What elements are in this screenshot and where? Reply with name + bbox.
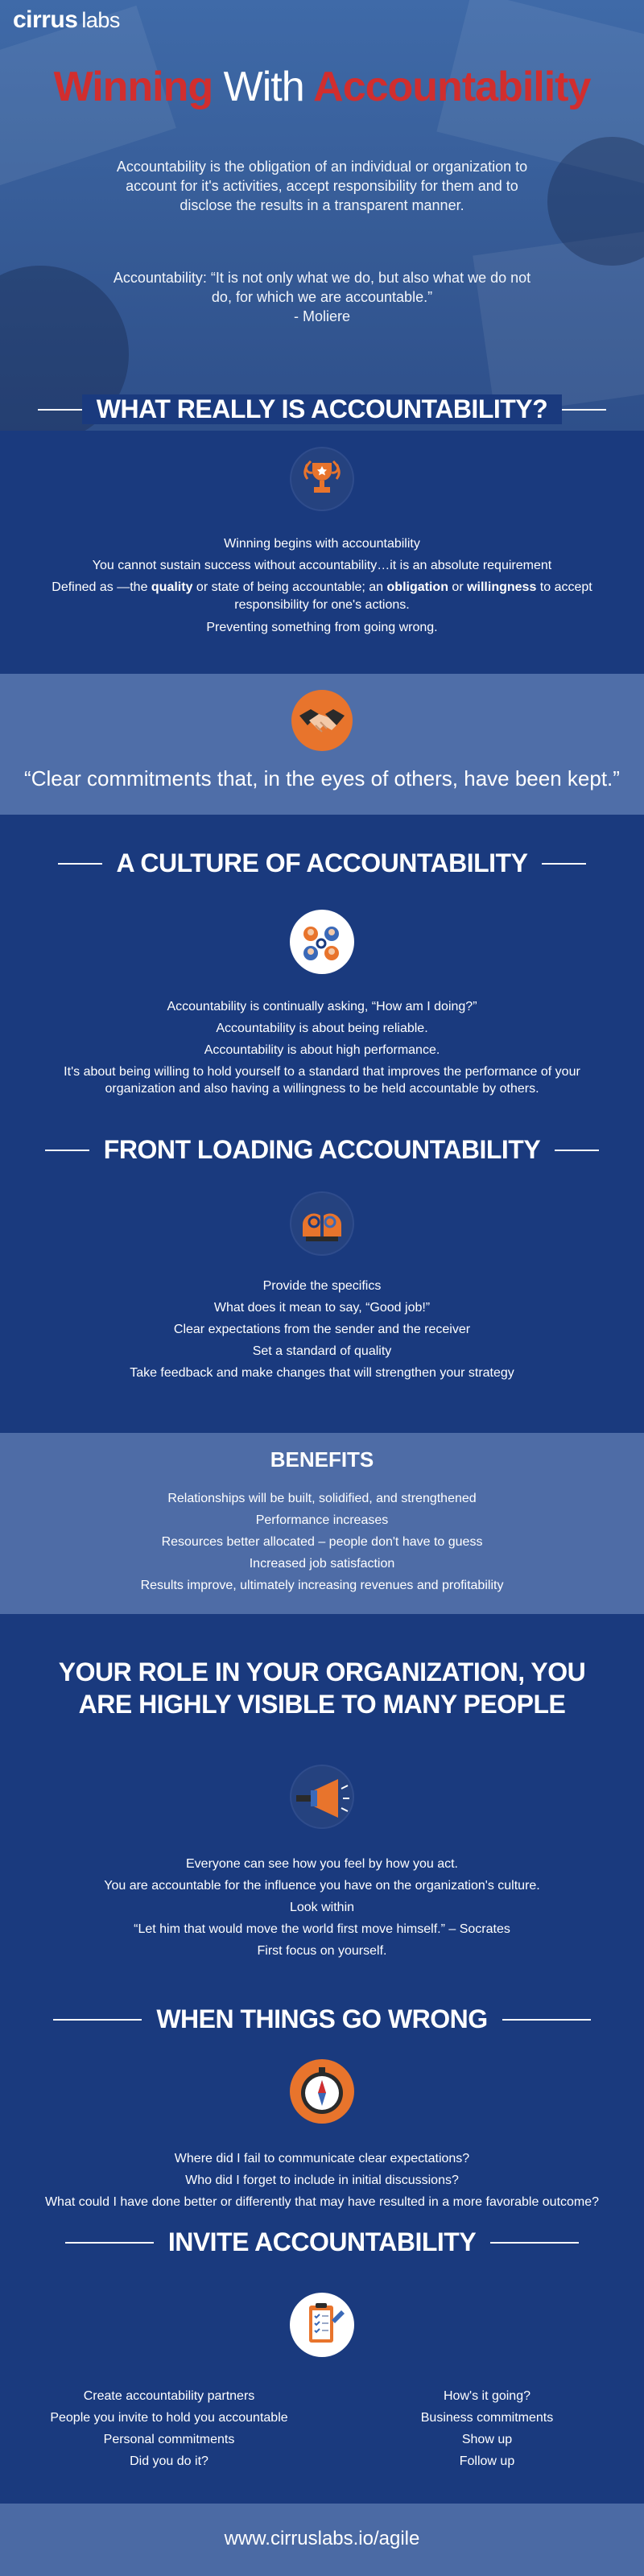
when-wrong-line: Who did I forget to include in initial discussions? bbox=[185, 2174, 459, 2187]
benefit-item: Performance increases bbox=[255, 1513, 389, 1527]
benefit-item: Resources better allocated – people don't have to guess bbox=[161, 1535, 483, 1549]
front-loading-text-block bbox=[32, 1275, 612, 1384]
title-winning: Winning bbox=[53, 64, 213, 110]
heading-divider bbox=[58, 863, 102, 865]
benefits-list bbox=[32, 1488, 612, 1596]
your-role-line: You are accountable for the influence you have on the organization's culture. bbox=[104, 1879, 540, 1893]
culture-line: Accountability is continually asking, “How am I doing?” bbox=[167, 1000, 477, 1013]
section-what-is-accountability bbox=[0, 431, 644, 674]
heading-divider bbox=[38, 409, 82, 411]
front-loading-line: Take feedback and make changes that will strengthen your strategy bbox=[130, 1366, 514, 1380]
hero-banner bbox=[0, 0, 644, 431]
section-commitments-quote bbox=[0, 674, 644, 815]
invite-item: Personal commitments bbox=[103, 2433, 235, 2446]
your-role-line: Look within bbox=[289, 1901, 355, 1914]
section-heading-when-wrong bbox=[0, 2004, 644, 2034]
definition-text: or state of being accountable; an bbox=[192, 580, 387, 594]
heading-text: WHEN THINGS GO WRONG bbox=[156, 2004, 488, 2033]
commitments-quote: “Clear commitments that, in the eyes of others, have been kept.” bbox=[24, 766, 620, 791]
title-with: With bbox=[223, 64, 304, 110]
megaphone-icon bbox=[290, 1765, 354, 1829]
benefit-item: Results improve, ultimately increasing revenues and profitability bbox=[140, 1579, 504, 1592]
invite-lists bbox=[32, 2385, 612, 2472]
invite-item: Create accountability partners bbox=[83, 2389, 255, 2403]
title-accountability: Accountability bbox=[313, 64, 591, 110]
team-gears-icon bbox=[290, 910, 354, 974]
heading-line: ARE HIGHLY VISIBLE TO MANY PEOPLE bbox=[78, 1690, 566, 1719]
heading-divider bbox=[65, 2242, 154, 2244]
section-heading-culture bbox=[0, 848, 644, 878]
invite-list-right bbox=[362, 2385, 612, 2472]
invite-item: Show up bbox=[461, 2433, 513, 2446]
cirruslabs-logo[interactable] bbox=[13, 6, 120, 34]
when-wrong-text-block bbox=[32, 2148, 612, 2213]
heads-gears-icon bbox=[290, 1191, 354, 1256]
heading-divider bbox=[490, 2242, 579, 2244]
heading-divider bbox=[562, 409, 606, 411]
trophy-icon bbox=[290, 447, 354, 511]
section-heading-front-loading bbox=[0, 1135, 644, 1165]
heading-divider bbox=[542, 863, 586, 865]
front-loading-line: Set a standard of quality bbox=[252, 1344, 392, 1358]
hero-quote bbox=[113, 268, 531, 326]
your-role-line: Everyone can see how you feel by how you act. bbox=[186, 1857, 458, 1871]
section-heading-your-role bbox=[0, 1656, 644, 1720]
what-is-line: You cannot sustain success without accountability…it is an absolute requirement bbox=[92, 559, 552, 572]
heading-divider bbox=[555, 1150, 599, 1151]
section-heading-what-is bbox=[0, 394, 644, 424]
definition-text: or bbox=[448, 580, 468, 594]
heading-divider bbox=[53, 2019, 142, 2021]
hero-quote-author: - Moliere bbox=[293, 308, 350, 324]
your-role-line: First focus on yourself. bbox=[257, 1944, 387, 1958]
heading-divider bbox=[502, 2019, 591, 2021]
culture-text-block bbox=[32, 996, 612, 1097]
section-benefits bbox=[0, 1433, 644, 1614]
what-is-text-block bbox=[32, 533, 612, 638]
invite-item: Did you do it? bbox=[130, 2454, 208, 2468]
front-loading-line: Provide the specifics bbox=[262, 1279, 382, 1293]
heading-text: WHAT REALLY IS ACCOUNTABILITY? bbox=[82, 394, 562, 424]
front-loading-line: What does it mean to say, “Good job!” bbox=[213, 1301, 431, 1315]
definition-text: to accept responsibility for one's actions. bbox=[234, 580, 592, 612]
culture-line: It's about being willing to hold yourself to a standard that improves the performance of your organization and also having a willingness to be held accountable by others. bbox=[64, 1065, 580, 1096]
benefits-heading: BENEFITS bbox=[270, 1447, 374, 1472]
your-role-text-block bbox=[32, 1853, 612, 1962]
what-is-line: Preventing something from going wrong. bbox=[206, 621, 438, 634]
your-role-line: “Let him that would move the world first move himself.” – Socrates bbox=[134, 1922, 510, 1936]
benefit-item: Increased job satisfaction bbox=[249, 1557, 395, 1571]
definition-willingness: willingness bbox=[467, 580, 537, 594]
invite-item: Business commitments bbox=[420, 2411, 554, 2425]
logo-main-text: cirrus bbox=[13, 6, 78, 33]
section-culture-and-front-loading bbox=[0, 815, 644, 1433]
when-wrong-line: Where did I fail to communicate clear expectations? bbox=[174, 2152, 470, 2165]
what-is-line: Winning begins with accountability bbox=[224, 537, 420, 551]
heading-divider bbox=[45, 1150, 89, 1151]
heading-text bbox=[44, 1656, 601, 1720]
section-role-wrong-invite bbox=[0, 1614, 644, 2504]
what-is-definition bbox=[32, 576, 612, 617]
logo-sub-text: labs bbox=[81, 8, 120, 32]
hero-quote-text: Accountability: “It is not only what we do, but also what we do not do, for which we are accountable.” bbox=[113, 270, 531, 305]
definition-text: Defined as —the bbox=[52, 580, 151, 594]
heading-text: INVITE ACCOUNTABILITY bbox=[167, 2227, 477, 2256]
section-heading-invite bbox=[0, 2227, 644, 2257]
invite-item: People you invite to hold you accountable bbox=[50, 2411, 288, 2425]
clipboard-checklist-icon bbox=[290, 2293, 354, 2357]
when-wrong-line: What could I have done better or differently that may have resulted in a more favorable outcome? bbox=[44, 2195, 600, 2209]
culture-line: Accountability is about being reliable. bbox=[216, 1022, 428, 1035]
definition-obligation: obligation bbox=[386, 580, 448, 594]
heading-text: A CULTURE OF ACCOUNTABILITY bbox=[116, 848, 528, 877]
invite-item: Follow up bbox=[459, 2454, 515, 2468]
invite-list-left bbox=[32, 2385, 306, 2472]
definition-quality: quality bbox=[151, 580, 193, 594]
heading-line: YOUR ROLE IN YOUR ORGANIZATION, YOU bbox=[58, 1657, 586, 1686]
heading-text: FRONT LOADING ACCOUNTABILITY bbox=[103, 1135, 541, 1164]
culture-line: Accountability is about high performance. bbox=[204, 1043, 440, 1057]
benefit-item: Relationships will be built, solidified, and strengthened bbox=[167, 1492, 477, 1505]
footer-link[interactable]: www.cirruslabs.io/agile bbox=[224, 2528, 420, 2549]
front-loading-line: Clear expectations from the sender and the receiver bbox=[173, 1323, 471, 1336]
footer bbox=[0, 2504, 644, 2576]
compass-icon bbox=[290, 2059, 354, 2124]
hero-definition: Accountability is the obligation of an individual or organization to account for it's activities, accept responsibility for them and to disclose the results in a transparent manner. bbox=[116, 159, 528, 213]
page-title bbox=[0, 63, 644, 111]
handshake-icon bbox=[290, 688, 354, 753]
invite-item: How's it going? bbox=[444, 2389, 530, 2403]
